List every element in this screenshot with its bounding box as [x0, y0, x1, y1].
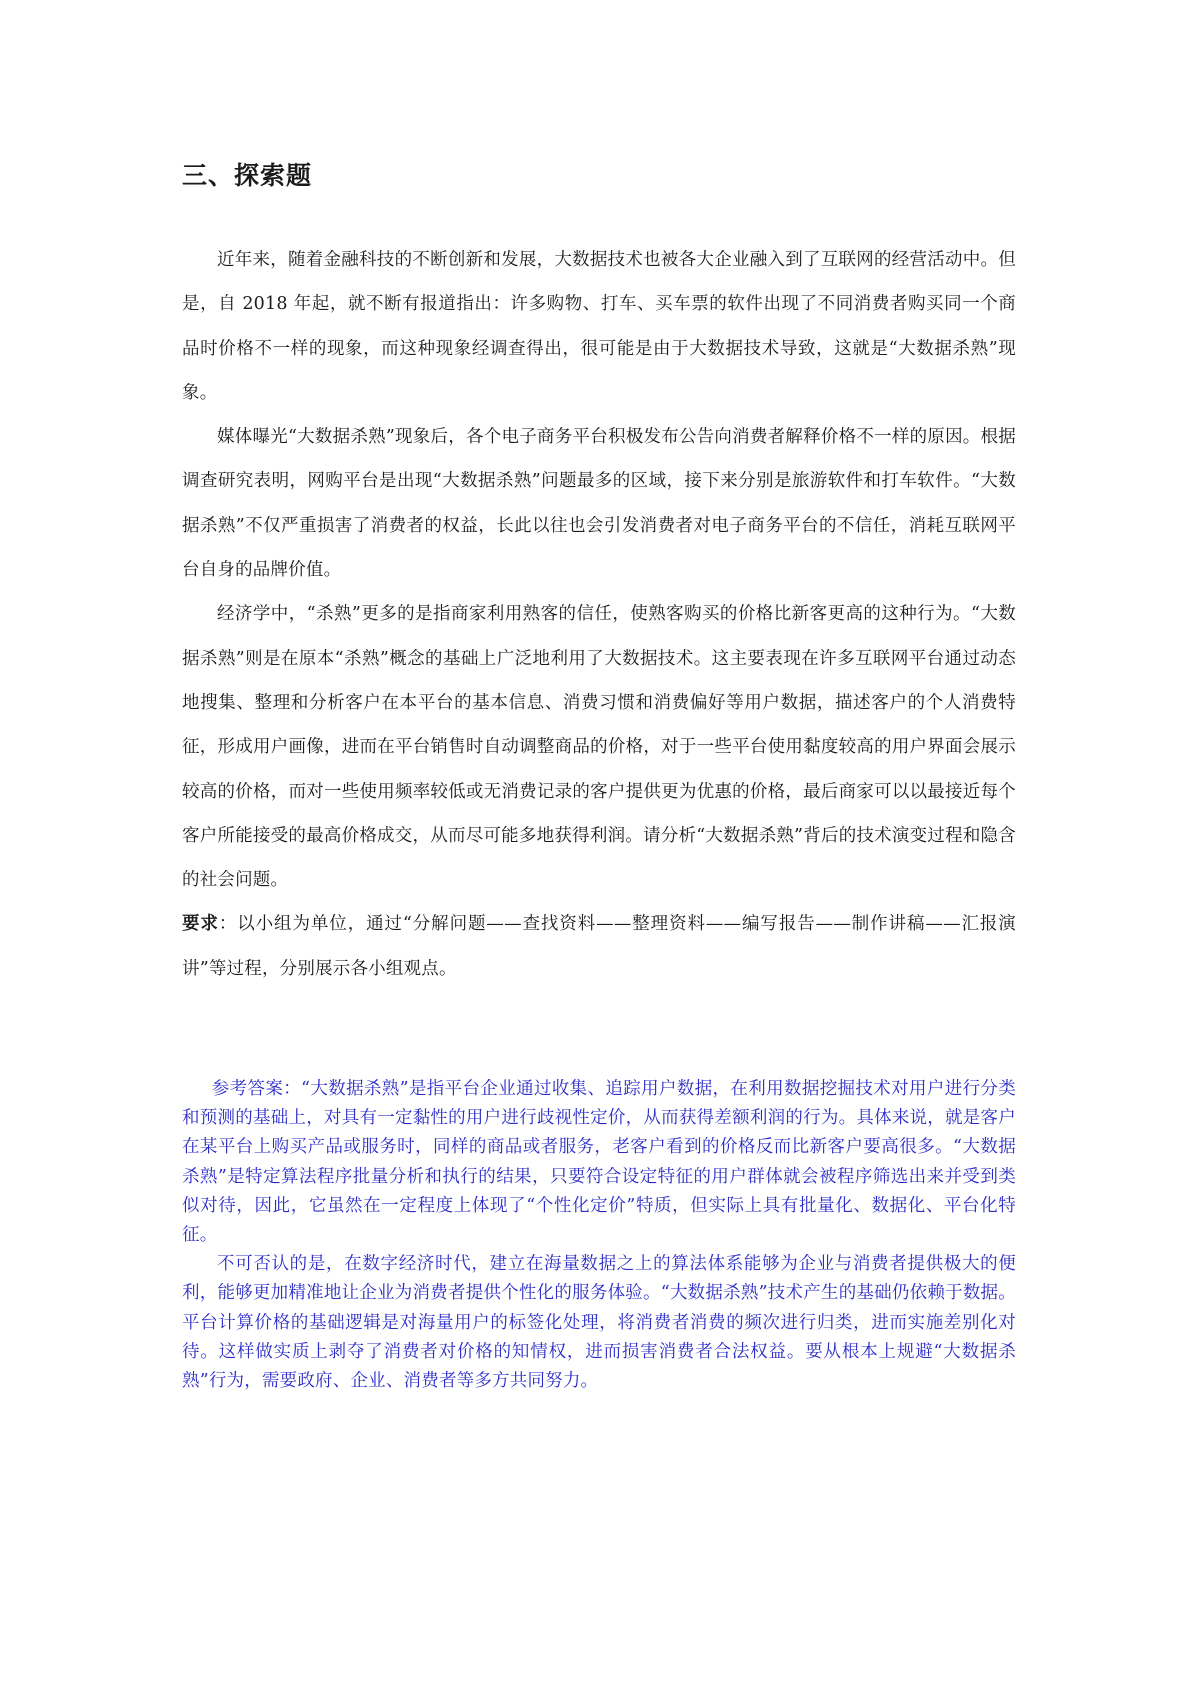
answer-paragraph-1: 参考答案：“大数据杀熟”是指平台企业通过收集、追踪用户数据，在利用数据挖掘技术对用户进行分类和预测的基础上，对具有一定黏性的用户进行歧视性定价，从而获得差额利润的行为。具体来说，就是客户在某平台上购买产品或服务时，同样的商品或者服务，老客户看到的价格反而比新客户要高很多。“大数据杀熟”是特定算法程序批量分析和执行的结果，只要符合设定特征的用户群体就会被程序筛选出来并受到类似对待，因此，它虽然在一定程度上体现了“个性化定价”特质，但实际上具有批量化、数据化、平台化特征。 — [182, 1079, 1016, 1246]
answer-paragraph-2: 不可否认的是，在数字经济时代，建立在海量数据之上的算法体系能够为企业与消费者提供极大的便利，能够更加精准地让企业为消费者提供个性化的服务体验。“大数据杀熟”技术产生的基础仍依赖于数据。平台计算价格的基础逻辑是对海量用户的标签化处理，将消费者消费的频次进行归类，进而实施差别化对待。这样做实质上剥夺了消费者对价格的知情权，进而损害消费者合法权益。要从根本上规避“大数据杀熟”行为，需要政府、企业、消费者等多方共同努力。 — [182, 1254, 1016, 1392]
requirement-label: 要求 — [182, 914, 219, 935]
question-paragraph-1: 近年来，随着金融科技的不断创新和发展，大数据技术也被各大企业融入到了互联网的经营活动中。但是，自 2018 年起，就不断有报道指出：许多购物、打车、买车票的软件出现了不同消费者购买同一个商品时价格不一样的现象，而这种现象经调查得出，很可能是由于大数据技术导致，这就是“大数据杀熟”现象。 — [182, 250, 1016, 403]
requirement-text: ：以小组为单位，通过“分解问题——查找资料——整理资料——编写报告——制作讲稿——汇报演讲”等过程，分别展示各小组观点。 — [182, 914, 1016, 979]
section-title: 三、探索题 — [182, 161, 313, 190]
question-paragraph-2: 媒体曝光“大数据杀熟”现象后，各个电子商务平台积极发布公告向消费者解释价格不一样的原因。根据调查研究表明，网购平台是出现“大数据杀熟”问题最多的区域，接下来分别是旅游软件和打车软件。“大数据杀熟”不仅严重损害了消费者的权益，长此以往也会引发消费者对电子商务平台的不信任，消耗互联网平台自身的品牌价值。 — [182, 427, 1016, 581]
question-body — [182, 238, 1016, 991]
requirement-paragraph — [182, 902, 1016, 991]
reference-answer — [182, 1075, 1016, 1396]
question-paragraph-3: 经济学中，“杀熟”更多的是指商家利用熟客的信任，使熟客购买的价格比新客更高的这种行为。“大数据杀熟”则是在原本“杀熟”概念的基础上广泛地利用了大数据技术。这主要表现在许多互联网平台通过动态地搜集、整理和分析客户在本平台的基本信息、消费习惯和消费偏好等用户数据，描述客户的个人消费特征，形成用户画像，进而在平台销售时自动调整商品的价格，对于一些平台使用黏度较高的用户界面会展示较高的价格，而对一些使用频率较低或无消费记录的客户提供更为优惠的价格，最后商家可以以最接近每个客户所能接受的最高价格成交，从而尽可能多地获得利润。请分析“大数据杀熟”背后的技术演变过程和隐含的社会问题。 — [182, 604, 1016, 891]
